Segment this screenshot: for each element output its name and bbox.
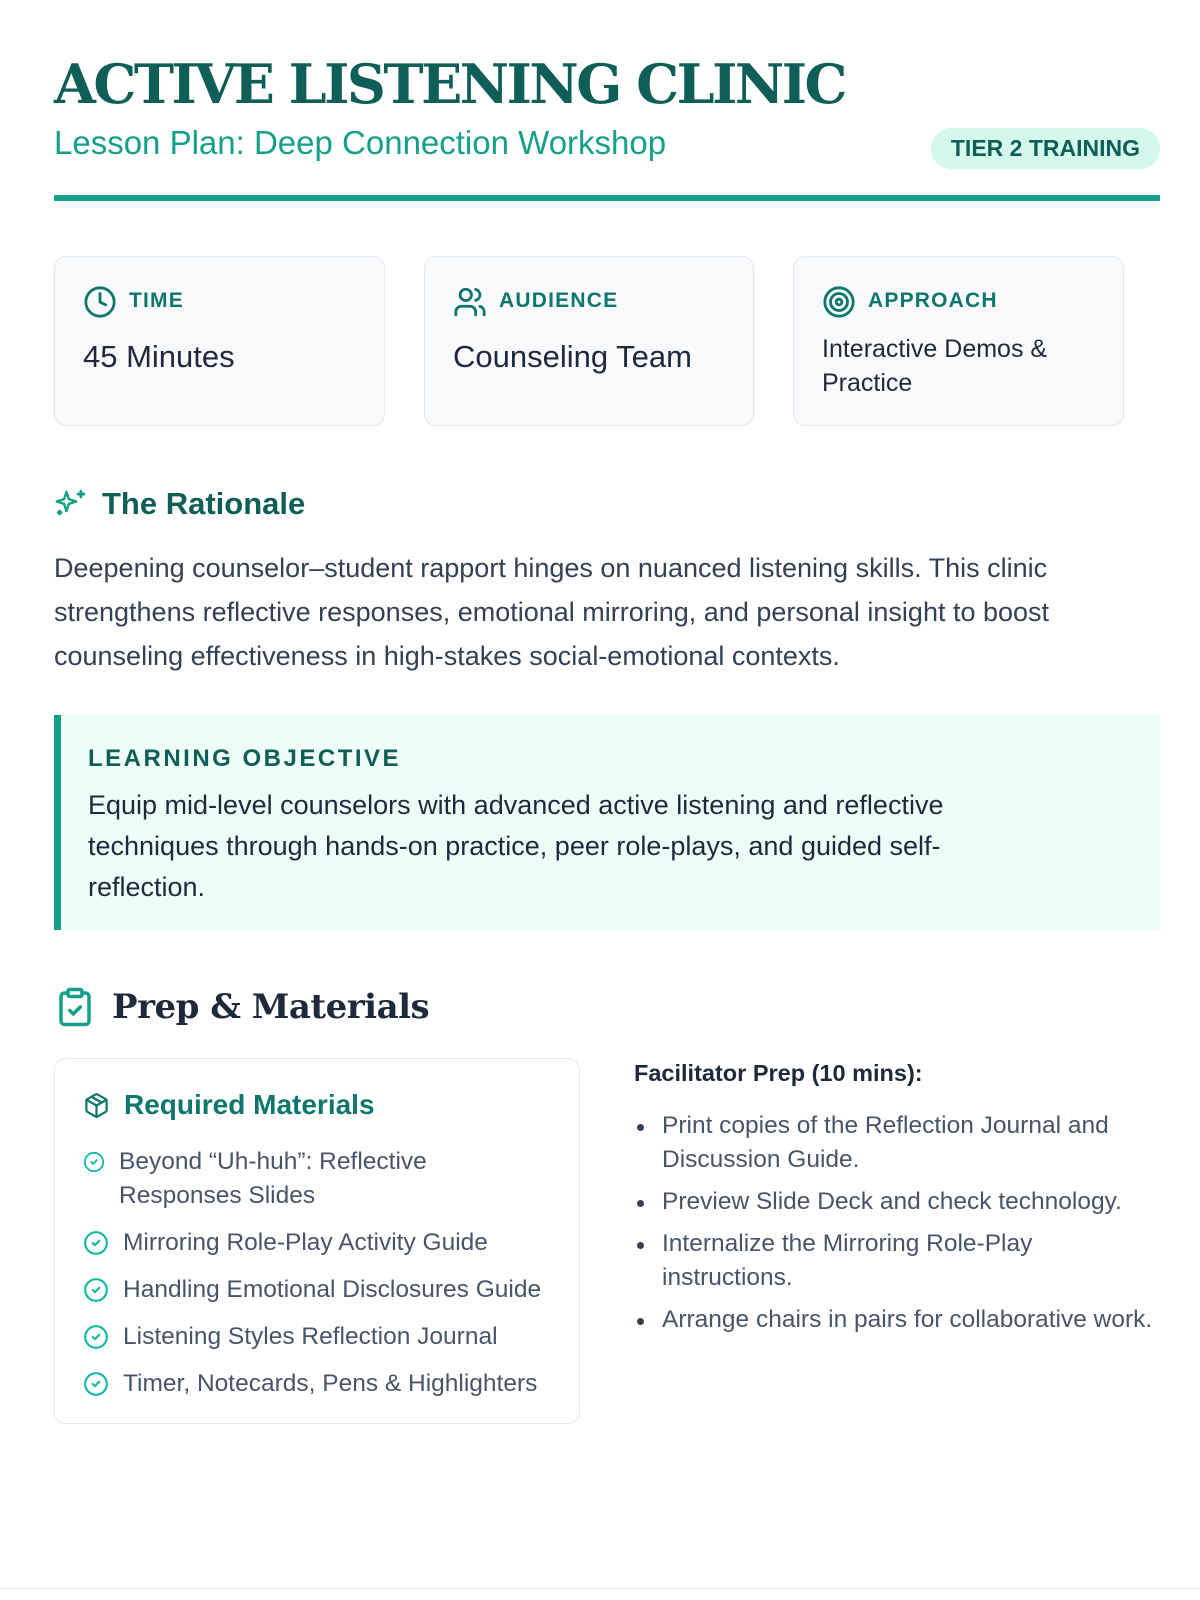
check-circle-icon <box>83 1277 109 1303</box>
tier-badge: TIER 2 TRAINING <box>931 128 1160 169</box>
objective-text: Equip mid-level counselors with advanced active listening and reflective techniques through hands-on practice, peer role-plays, and guided self-reflection. <box>88 790 944 902</box>
time-label: TIME <box>129 289 184 312</box>
check-circle-icon <box>83 1230 109 1256</box>
page-title: ACTIVE LISTENING CLINIC <box>54 52 845 116</box>
target-icon <box>822 285 856 319</box>
material-item-label: Beyond “Uh-huh”: Reflective Responses Slides <box>119 1148 427 1209</box>
list-item <box>83 1226 553 1260</box>
audience-card <box>424 256 754 426</box>
sparkles-icon <box>54 487 88 521</box>
materials-list <box>83 1145 553 1414</box>
header-divider <box>54 195 1160 201</box>
rationale-heading <box>54 486 305 522</box>
list-item: Arrange chairs in pairs for collaborative work. <box>634 1303 1154 1337</box>
list-item <box>83 1145 553 1213</box>
list-item <box>83 1367 553 1401</box>
page-subtitle: Lesson Plan: Deep Connection Workshop <box>54 124 667 161</box>
material-item-label: Timer, Notecards, Pens & Highlighters <box>123 1370 538 1397</box>
list-item: Internalize the Mirroring Role-Play instructions. <box>634 1227 1154 1295</box>
facilitator-prep-title: Facilitator Prep (10 mins): <box>634 1060 923 1086</box>
required-materials-box <box>54 1058 580 1424</box>
footer-divider <box>0 1588 1200 1589</box>
prep-heading <box>54 986 429 1028</box>
approach-value: Interactive Demos & Practice <box>822 335 1048 397</box>
package-icon <box>83 1092 110 1119</box>
time-value: 45 Minutes <box>83 339 235 374</box>
learning-objective-callout <box>54 715 1160 930</box>
facilitator-prep <box>634 1060 1154 1345</box>
list-item: Preview Slide Deck and check technology. <box>634 1185 1154 1219</box>
approach-card <box>793 256 1124 426</box>
prep-title: Prep & Materials <box>112 987 430 1027</box>
material-item-label: Mirroring Role-Play Activity Guide <box>123 1229 488 1256</box>
list-item: Print copies of the Reflection Journal and Discussion Guide. <box>634 1109 1154 1177</box>
users-icon <box>453 285 487 319</box>
material-item-label: Listening Styles Reflection Journal <box>123 1323 498 1350</box>
list-item <box>83 1273 553 1307</box>
rationale-text: Deepening counselor–student rapport hinges on nuanced listening skills. This clinic strengthens reflective responses, emotional mirroring, and personal insight to boost counseling effectiveness in high-stakes social-emotional contexts. <box>54 553 1050 671</box>
rationale-title: The Rationale <box>102 486 306 521</box>
facilitator-prep-list <box>634 1109 1154 1337</box>
audience-label: AUDIENCE <box>499 289 619 312</box>
check-circle-icon <box>83 1371 109 1397</box>
material-item-label: Handling Emotional Disclosures Guide <box>123 1276 542 1303</box>
materials-title: Required Materials <box>124 1089 375 1120</box>
check-circle-icon <box>83 1151 105 1173</box>
clipboard-check-icon <box>54 986 96 1028</box>
materials-heading <box>83 1089 375 1121</box>
approach-label: APPROACH <box>868 289 998 312</box>
audience-value: Counseling Team <box>453 339 692 374</box>
check-circle-icon <box>83 1324 109 1350</box>
objective-label: LEARNING OBJECTIVE <box>88 745 402 772</box>
list-item <box>83 1320 553 1354</box>
time-card <box>54 256 385 426</box>
clock-icon <box>83 285 117 319</box>
